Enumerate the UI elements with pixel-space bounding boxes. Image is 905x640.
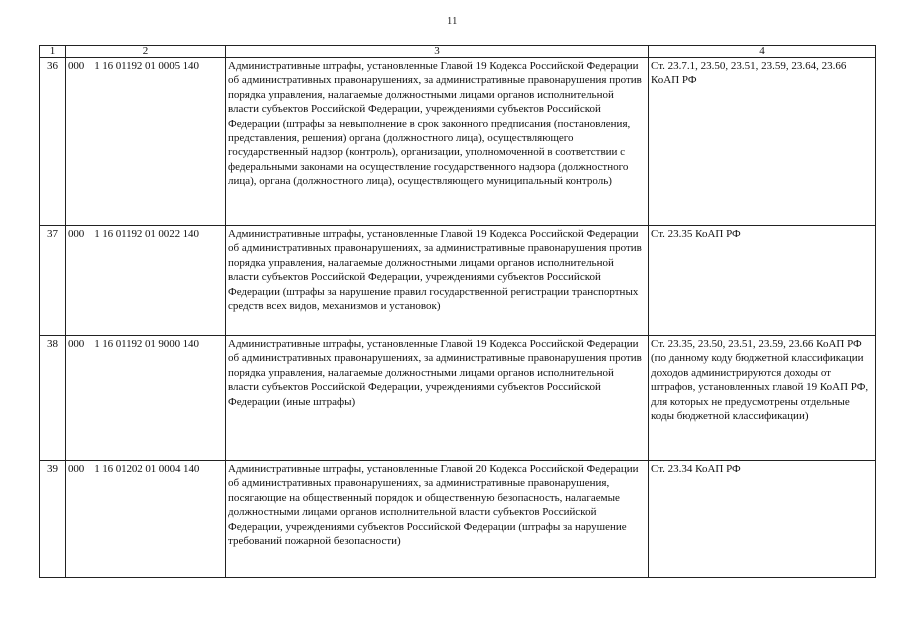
administrator-code: 000 <box>68 60 85 72</box>
header-cell-2: 2 <box>66 46 226 58</box>
administrator-code: 000 <box>68 463 85 475</box>
budget-code: 1 16 01192 01 0022 140 <box>94 228 199 240</box>
table-row <box>40 226 876 336</box>
row-number: 38 <box>40 336 66 461</box>
header-cell-3: 3 <box>226 46 649 58</box>
header-cell-4: 4 <box>649 46 876 58</box>
budget-code: 1 16 01192 01 0005 140 <box>94 60 199 72</box>
budget-code: 1 16 01202 01 0004 140 <box>94 463 200 475</box>
income-description: Административные штрафы, установленные Главой 19 Кодекса Российской Федерации об административных правонарушениях, за административные правонарушения против порядка управления, налагаемые должностными лицами органов исполнительной власти субъектов Российской Федерации, учреждениями субъектов Российской Федерации (штрафы за невыполнение в срок законного предписания (постановления, представления, решения) органа (должностного лица), осуществляющего государственный надзор (контроль), организации, уполномоченной в соответствии с федеральными законами на осуществление государственного надзора (должностного лица), органа (должностного лица), осуществляющего муниципальный контроль) <box>226 58 649 226</box>
table-header-row <box>40 46 876 58</box>
income-description: Административные штрафы, установленные Главой 19 Кодекса Российской Федерации об административных правонарушениях, за административные правонарушения против порядка управления, налагаемые должностными лицами органов исполнительной власти субъектов Российской Федерации, учреждениями субъектов Российской Федерации (штрафы за нарушение правил государственной регистрации транспортных средств всех видов, механизмов и установок) <box>226 226 649 336</box>
administrator-code: 000 <box>68 228 85 240</box>
budget-code-cell <box>66 226 226 336</box>
page-number: 11 <box>447 16 458 27</box>
legal-basis: Ст. 23.34 КоАП РФ <box>649 461 876 578</box>
income-description: Административные штрафы, установленные Главой 20 Кодекса Российской Федерации об административных правонарушениях, за административные правонарушения, посягающие на общественный порядок и общественную безопасность, налагаемые должностными лицами органов исполнительной власти субъектов Российской Федерации, учреждениями субъектов Российской Федерации (штрафы за нарушение требований пожарной безопасности) <box>226 461 649 578</box>
revenue-classification-table <box>39 45 876 578</box>
table-row <box>40 58 876 226</box>
legal-basis: Ст. 23.35, 23.50, 23.51, 23.59, 23.66 КоАП РФ (по данному коду бюджетной классификации доходов администрируются доходы от штрафов, установленных главой 19 КоАП РФ, для которых не предусмотрены отдельные коды бюджетной классификации) <box>649 336 876 461</box>
header-cell-1: 1 <box>40 46 66 58</box>
legal-basis: Ст. 23.35 КоАП РФ <box>649 226 876 336</box>
table-row <box>40 461 876 578</box>
budget-code-cell <box>66 58 226 226</box>
legal-basis: Ст. 23.7.1, 23.50, 23.51, 23.59, 23.64, 23.66 КоАП РФ <box>649 58 876 226</box>
budget-code-cell <box>66 336 226 461</box>
row-number: 37 <box>40 226 66 336</box>
row-number: 39 <box>40 461 66 578</box>
income-description: Административные штрафы, установленные Главой 19 Кодекса Российской Федерации об административных правонарушениях, за административные правонарушения против порядка управления, налагаемые должностными лицами органов исполнительной власти субъектов Российской Федерации, учреждениями субъектов Российской Федерации (иные штрафы) <box>226 336 649 461</box>
budget-code-cell <box>66 461 226 578</box>
administrator-code: 000 <box>68 338 85 350</box>
table-row <box>40 336 876 461</box>
budget-code: 1 16 01192 01 9000 140 <box>94 338 199 350</box>
row-number: 36 <box>40 58 66 226</box>
